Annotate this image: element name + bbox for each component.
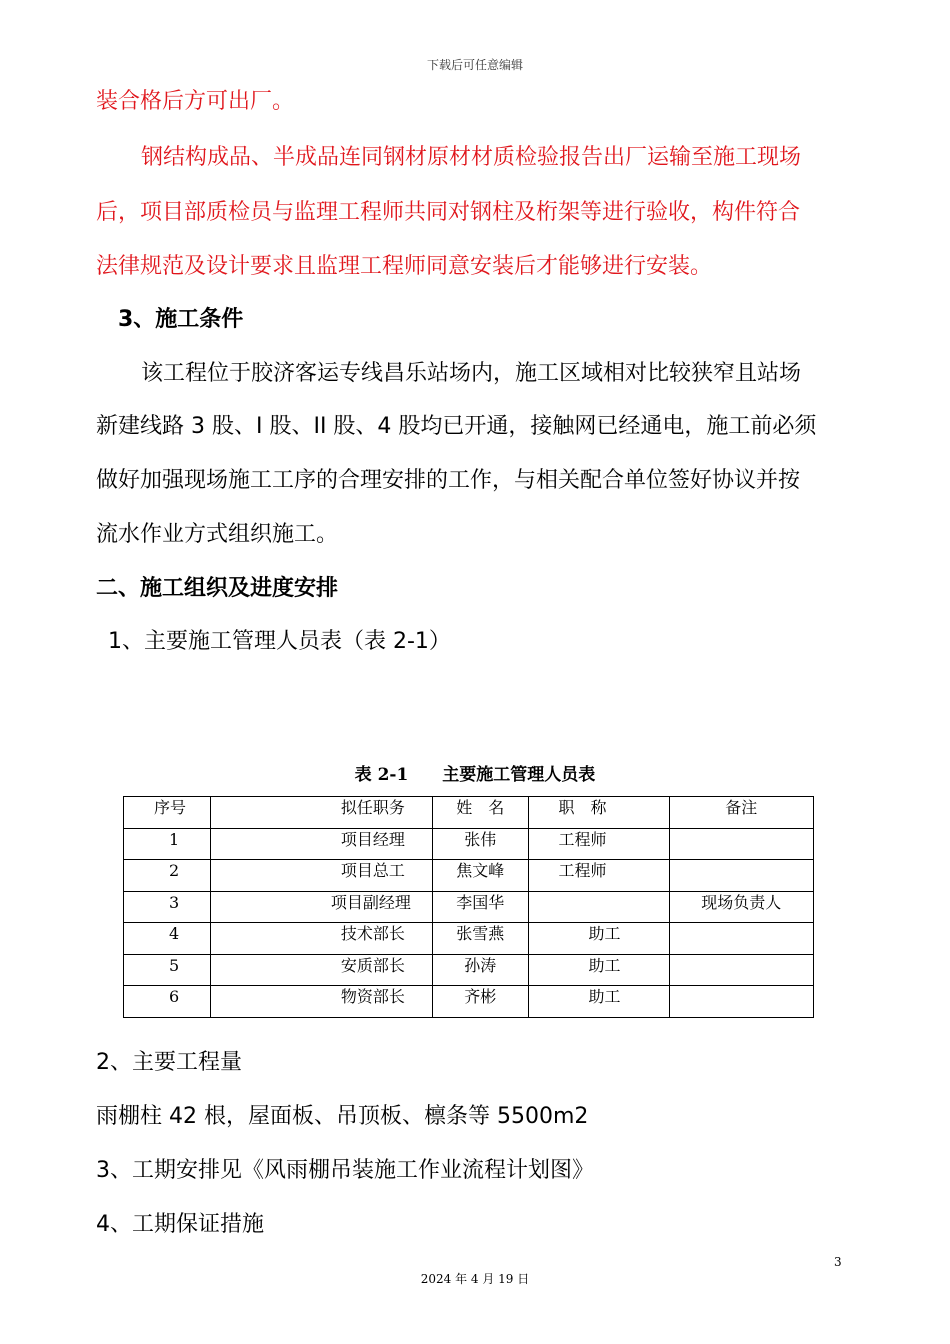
paragraph-line: 装合格后方可出厂。 (96, 89, 295, 114)
table-cell: 工程师 (528, 828, 669, 860)
table-cell: 项目副经理 (210, 891, 432, 923)
table-cell (669, 860, 813, 892)
table-cell: 3 (124, 891, 211, 923)
page-number: 3 (834, 1255, 842, 1269)
table-cell: 项目总工 (210, 860, 432, 892)
table-cell: 张雪燕 (433, 923, 528, 955)
paragraph-line: 做好加强现场施工工序的合理安排的工作，与相关配合单位签好协议并按 (96, 468, 801, 493)
table-cell: 助工 (528, 954, 669, 986)
paragraph-line: 流水作业方式组织施工。 (96, 522, 339, 547)
list-item-quantities: 2、主要工程量 (96, 1050, 242, 1075)
table-row (124, 891, 814, 923)
header-cell: 备注 (669, 797, 813, 829)
section-heading-conditions: 3、施工条件 (118, 307, 244, 332)
list-item-schedule: 3、工期安排见《风雨棚吊装施工作业流程计划图》 (96, 1158, 594, 1183)
table-cell: 焦文峰 (433, 860, 528, 892)
table-cell: 助工 (528, 986, 669, 1018)
footer-date: 2024 年 4 月 19 日 (420, 1272, 530, 1286)
table-cell: 孙涛 (433, 954, 528, 986)
table-cell: 张伟 (433, 828, 528, 860)
table-cell (669, 954, 813, 986)
table-row (124, 860, 814, 892)
paragraph-line: 后，项目部质检员与监理工程师共同对钢柱及桁架等进行验收，构件符合 (96, 200, 801, 225)
header-cell: 职 称 (528, 797, 669, 829)
table-row (124, 923, 814, 955)
paragraph-line: 法律规范及设计要求且监理工程师同意安装后才能够进行安装。 (96, 254, 713, 279)
paragraph-line: 雨棚柱 42 根，屋面板、吊顶板、檩条等 5500m2 (96, 1104, 589, 1129)
table-cell (669, 828, 813, 860)
paragraph-line: 该工程位于胶济客运专线昌乐站场内，施工区域相对比较狭窄且站场 (141, 361, 802, 386)
list-item-staff-table: 1、主要施工管理人员表（表 2-1） (108, 629, 451, 654)
paragraph-line: 新建线路 3 股、I 股、II 股、4 股均已开通，接触网已经通电，施工前必须 (96, 414, 817, 439)
table-cell: 5 (124, 954, 211, 986)
table-cell: 物资部长 (210, 986, 432, 1018)
section-heading-organization: 二、施工组织及进度安排 (96, 576, 339, 601)
header-cell: 序号 (124, 797, 211, 829)
table-cell (669, 923, 813, 955)
header-cell: 姓 名 (433, 797, 528, 829)
list-item-schedule-measures: 4、工期保证措施 (96, 1212, 264, 1237)
table-cell: 安质部长 (210, 954, 432, 986)
table-cell: 助工 (528, 923, 669, 955)
table-cell: 项目经理 (210, 828, 432, 860)
table-row (124, 828, 814, 860)
table-cell: 4 (124, 923, 211, 955)
staff-table (123, 796, 814, 1018)
table-row (124, 954, 814, 986)
table-cell: 齐彬 (433, 986, 528, 1018)
table-cell (669, 986, 813, 1018)
table-cell: 李国华 (433, 891, 528, 923)
table-cell: 现场负责人 (669, 891, 813, 923)
table-cell (528, 891, 669, 923)
header-cell: 拟任职务 (210, 797, 432, 829)
table-cell: 工程师 (528, 860, 669, 892)
table-row (124, 986, 814, 1018)
page-header: 下载后可任意编辑 (426, 58, 523, 72)
paragraph-line: 钢结构成品、半成品连同钢材原材材质检验报告出厂运输至施工现场 (141, 145, 802, 170)
table-cell: 6 (124, 986, 211, 1018)
table-header-row (124, 797, 814, 829)
table-title: 表 2-1 主要施工管理人员表 (354, 765, 596, 785)
table-cell: 2 (124, 860, 211, 892)
table-cell: 1 (124, 828, 211, 860)
table-cell: 技术部长 (210, 923, 432, 955)
